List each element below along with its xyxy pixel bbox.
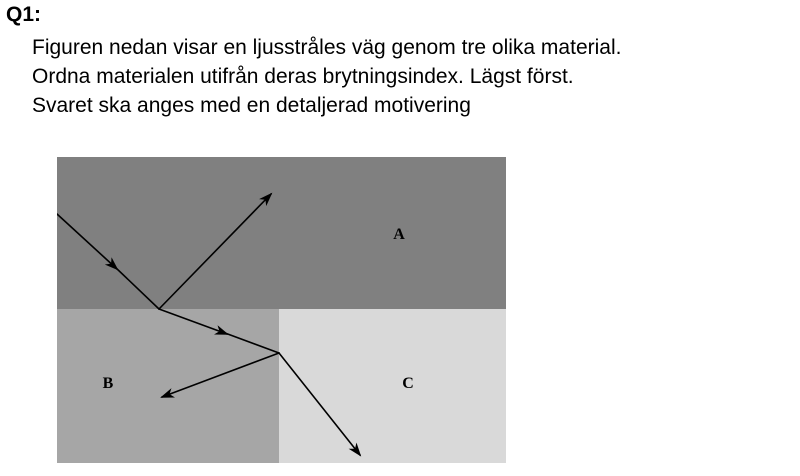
material-a-region [57, 157, 506, 309]
material-a-label: A [393, 226, 405, 243]
material-b-region [57, 309, 279, 463]
refraction-figure [57, 157, 506, 463]
material-c-label: C [402, 375, 414, 392]
question-text [32, 33, 772, 120]
refraction-diagram [57, 157, 506, 463]
question-line-3: Svaret ska anges med en detaljerad motivering [32, 94, 471, 117]
material-c-region [279, 309, 506, 463]
question-line-1: Figuren nedan visar en ljusstråles väg genom tre olika material. [32, 36, 622, 59]
question-line-2: Ordna materialen utifrån deras brytningsindex. Lägst först. [32, 65, 574, 88]
question-number: Q1: [6, 3, 42, 26]
material-b-label: B [102, 375, 114, 392]
